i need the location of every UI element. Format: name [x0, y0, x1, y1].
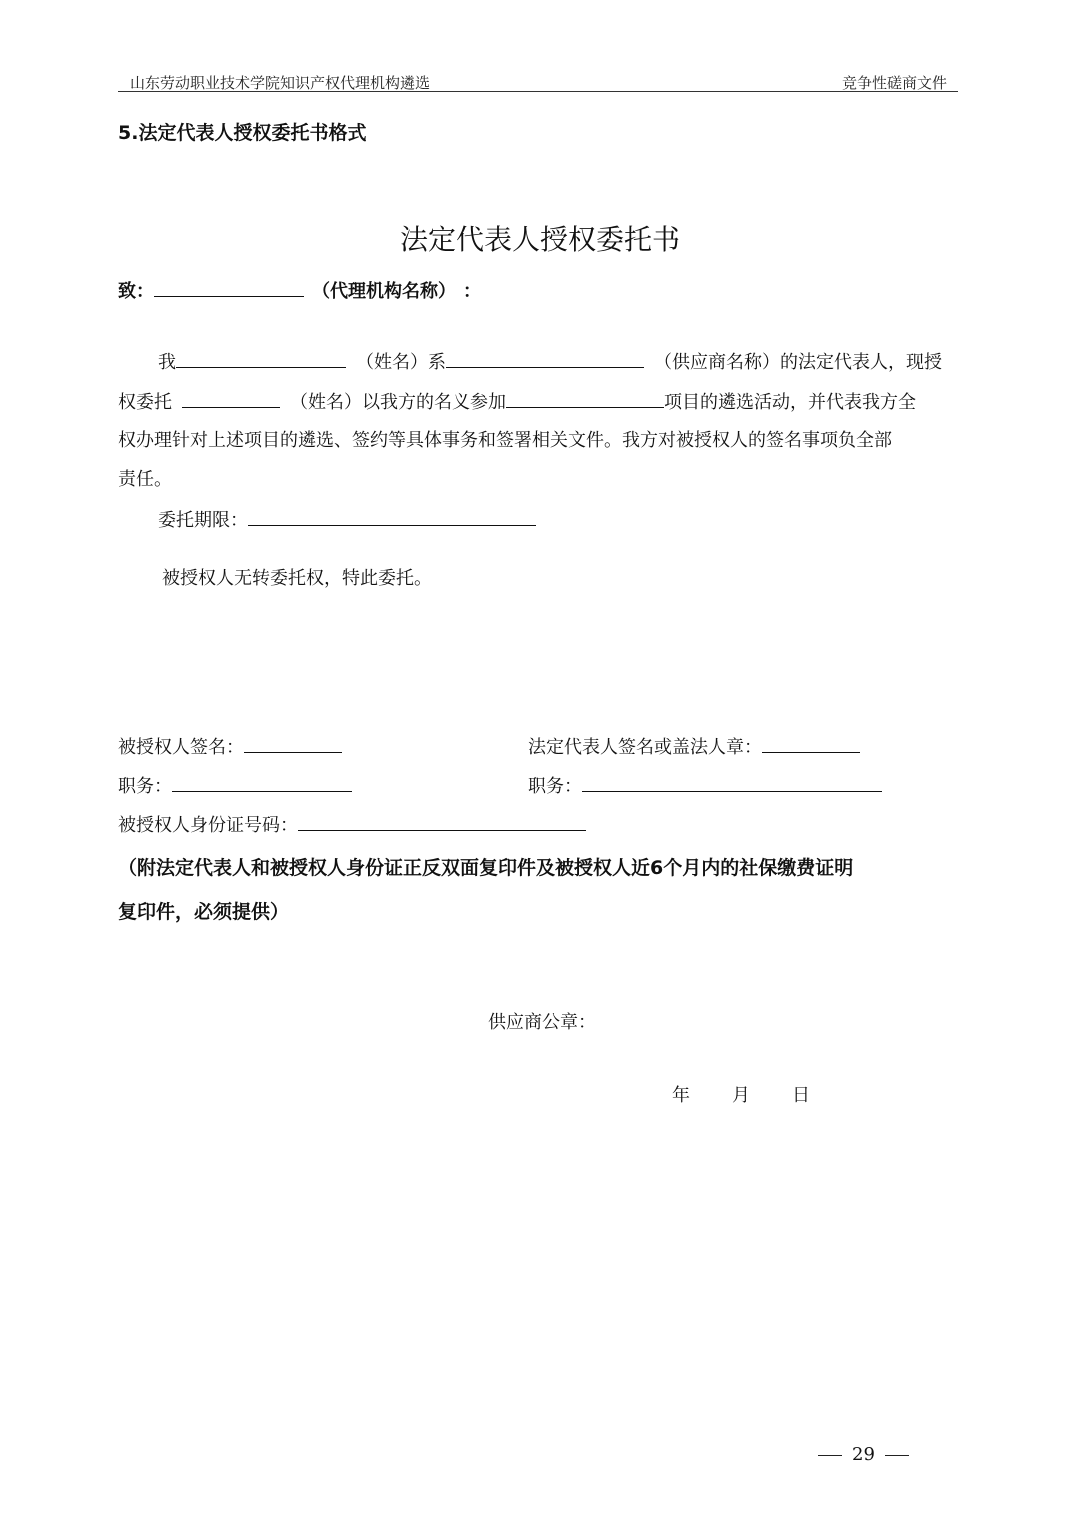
date-day: 日 — [792, 1085, 810, 1106]
date-year: 年 — [672, 1085, 690, 1106]
paragraph-line-4: 责任。 — [118, 469, 172, 490]
id-number-label: 被授权人身份证号码： — [118, 815, 298, 836]
text-project-activity: 项目的遴选活动，并代表我方全 — [664, 392, 916, 413]
term-blank[interactable] — [248, 510, 536, 526]
legal-rep-sign-line — [528, 737, 860, 758]
text-authorize: 权委托 — [118, 392, 172, 413]
supplier-seal-label: 供应商公章： — [488, 1012, 596, 1033]
position-right-blank[interactable] — [582, 776, 882, 792]
page-number: 29 — [852, 1444, 875, 1465]
position-left-line — [118, 776, 352, 797]
text-supplier-name: （供应商名称）的法定代表人，现授 — [654, 352, 942, 373]
section-heading: 5.法定代表人授权委托书格式 — [118, 122, 367, 144]
grantee-sign-line — [118, 737, 342, 758]
to-colon: ： — [463, 281, 481, 302]
header-left-title: 山东劳动职业技术学院知识产权代理机构遴选 — [130, 74, 431, 92]
project-name-blank[interactable] — [506, 392, 664, 408]
id-number-blank[interactable] — [298, 815, 586, 831]
text-name-of: （姓名）系 — [356, 352, 446, 373]
supplier-name-blank[interactable] — [446, 352, 644, 368]
header-right-title: 竞争性磋商文件 — [842, 74, 948, 92]
legal-rep-sign-blank[interactable] — [762, 737, 860, 753]
id-number-line — [118, 815, 586, 836]
attachment-note-line-1: （附法定代表人和被授权人身份证正反双面复印件及被授权人近6个月内的社保缴费证明 — [118, 857, 854, 879]
to-prefix: 致： — [118, 281, 154, 302]
grantee-sign-label: 被授权人签名： — [118, 737, 244, 758]
term-label: 委托期限： — [158, 510, 248, 531]
paragraph-line-2 — [118, 392, 916, 413]
legal-rep-name-blank[interactable] — [176, 352, 346, 368]
grantee-name-blank[interactable] — [182, 392, 280, 408]
position-left-label: 职务： — [118, 776, 172, 797]
position-right-label: 职务： — [528, 776, 582, 797]
term-line — [158, 510, 536, 531]
document-title: 法定代表人授权委托书 — [399, 223, 680, 256]
position-left-blank[interactable] — [172, 776, 352, 792]
text-participate: （姓名）以我方的名义参加 — [290, 392, 506, 413]
page-number-footer — [818, 1444, 909, 1465]
date-month: 月 — [732, 1085, 750, 1106]
right-dash — [885, 1455, 909, 1456]
to-suffix: （代理机构名称） — [312, 281, 447, 302]
text-wo: 我 — [158, 352, 176, 373]
paragraph-line-3: 权办理针对上述项目的遴选、签约等具体事务和签署相关文件。我方对被授权人的签名事项负全部 — [118, 430, 892, 451]
attachment-note-line-2: 复印件，必须提供） — [118, 901, 290, 923]
grantee-sign-blank[interactable] — [244, 737, 342, 753]
paragraph-line-1 — [158, 352, 942, 373]
header-rule — [118, 91, 958, 92]
position-right-line — [528, 776, 882, 797]
agency-name-blank[interactable] — [154, 281, 304, 297]
no-sub-delegation: 被授权人无转委托权，特此委托。 — [162, 568, 432, 589]
left-dash — [818, 1455, 842, 1456]
to-line — [118, 281, 481, 302]
legal-rep-sign-label: 法定代表人签名或盖法人章： — [528, 737, 762, 758]
